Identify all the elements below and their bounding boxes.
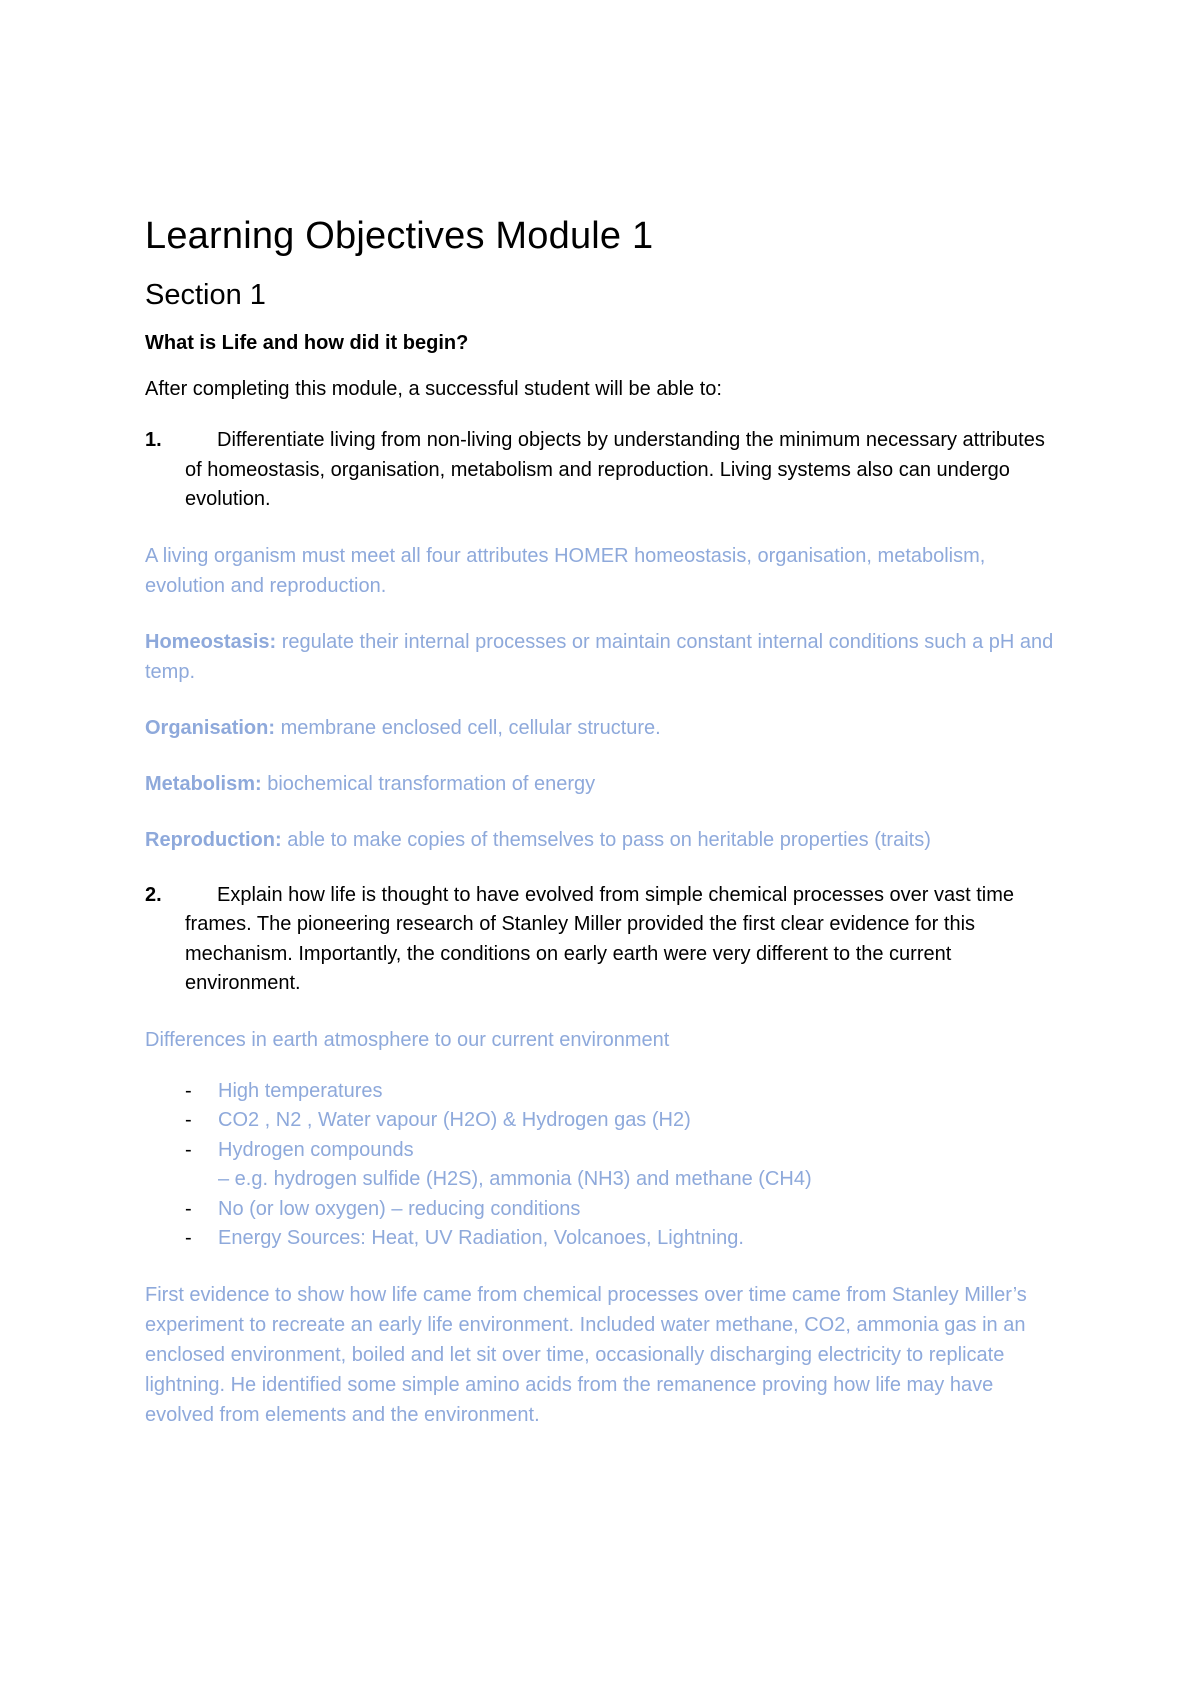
bullet-marker: - (185, 1227, 192, 1249)
organisation-text: membrane enclosed cell, cellular structure. (275, 716, 661, 739)
bullet-sub-item: – e.g. hydrogen sulfide (H2S), ammonia (NH3) and methane (CH4) (218, 1168, 812, 1190)
objective-text: Differentiate living from non-living objects by understanding the minimum necessary attributes of homeostasis, organisation, metabolism and reproduction. Living systems also can undergo evolution. (185, 429, 1045, 510)
homer-summary: A living organism must meet all four attributes HOMER homeostasis, organisation, metabolism, evolution and reproduction. (145, 544, 986, 597)
differences-heading: Differences in earth atmosphere to our current environment (145, 1028, 670, 1051)
conditions-list (145, 1077, 1065, 1254)
reproduction-label: Reproduction: (145, 828, 282, 851)
document-page (145, 208, 1065, 1430)
section-heading: Section 1 (145, 279, 266, 311)
objective-1 (145, 426, 1065, 515)
bullet-marker: - (185, 1197, 192, 1220)
list-item: - High temperatures (145, 1077, 1065, 1107)
reproduction-answer (145, 825, 1065, 855)
bullet-marker: - (185, 1079, 192, 1102)
organisation-answer (145, 713, 1065, 743)
homeostasis-answer (145, 627, 1065, 687)
objective-number: 2. (145, 883, 162, 906)
document-title: Learning Objectives Module 1 (145, 215, 654, 257)
miller-paragraph: First evidence to show how life came from chemical processes over time came from Stanley Miller’s experiment to recreate an early life environment. Included water methane, CO2, ammonia gas in an enclosed environment, boiled and let sit over time, occasionally discharging electricity to replicate lightning. He identified some simple amino acids from the remanence proving how life may have evolved from elements and the environment. (145, 1283, 1027, 1426)
metabolism-label: Metabolism: (145, 772, 262, 795)
objective-2 (145, 881, 1065, 999)
homeostasis-text: regulate their internal processes or maintain constant internal conditions such a pH and temp. (145, 630, 1054, 683)
reproduction-text: able to make copies of themselves to pass on heritable properties (traits) (281, 828, 931, 851)
metabolism-text: biochemical transformation of energy (261, 772, 596, 795)
organisation-label: Organisation: (145, 716, 276, 739)
list-item: - Hydrogen compounds – e.g. hydrogen sulfide (H2S), ammonia (NH3) and methane (CH4) (145, 1136, 1065, 1195)
intro-text: After completing this module, a successful student will be able to: (145, 378, 722, 400)
list-item: - CO2 , N2 , Water vapour (H2O) & Hydrogen gas (H2) (145, 1106, 1065, 1136)
objective-text: Explain how life is thought to have evolved from simple chemical processes over vast time frames. The pioneering research of Stanley Miller provided the first clear evidence for this mechanism. Importantly, the conditions on early earth were very different to the current environment. (185, 883, 1015, 994)
list-item: - No (or low oxygen) – reducing conditions (145, 1195, 1065, 1225)
objective-number: 1. (145, 429, 162, 451)
homeostasis-label: Homeostasis: (145, 630, 277, 653)
metabolism-answer (145, 769, 1065, 799)
bullet-marker: - (185, 1109, 192, 1131)
list-item: - Energy Sources: Heat, UV Radiation, Volcanoes, Lightning. (145, 1224, 1065, 1254)
subheading: What is Life and how did it begin? (145, 332, 469, 354)
bullet-marker: - (185, 1138, 192, 1161)
